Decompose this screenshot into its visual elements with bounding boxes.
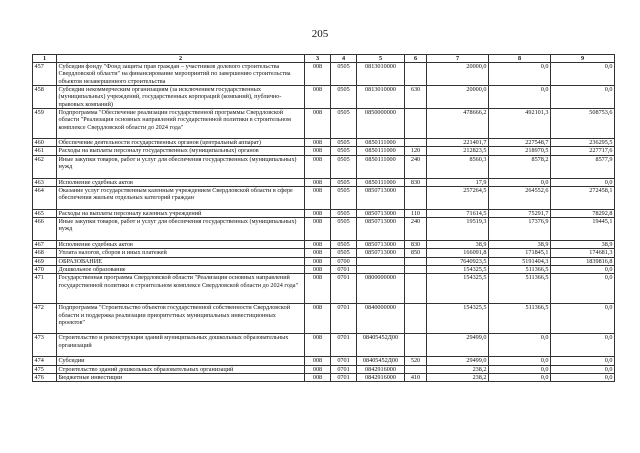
row-number-cell: 468 xyxy=(33,249,57,257)
ministry-code-cell: 008 xyxy=(305,86,331,109)
amount-year1-cell: 166091,8 xyxy=(427,249,489,257)
amount-year3-cell: 0,0 xyxy=(551,178,615,186)
target-article-cell: 0813010000 xyxy=(357,63,405,86)
section-code-cell: 0505 xyxy=(331,209,357,217)
amount-year2-cell: 0,0 xyxy=(489,334,551,357)
target-article-cell: 0850111000 xyxy=(357,155,405,178)
table-row xyxy=(33,186,615,209)
target-article-cell: 0840000000 xyxy=(357,304,405,334)
expense-type-cell: 850 xyxy=(405,249,427,257)
amount-year1-cell: 7640923,5 xyxy=(427,257,489,265)
item-name-cell: ОБРАЗОВАНИЕ xyxy=(57,257,305,265)
item-name-cell: Подпрограмма "Обеспечение реализации государственной программы Свердловской области "Реализация основных направлений государственной политики в строительном комплексе Свердловской области до 2024 года" xyxy=(57,109,305,139)
header-row xyxy=(33,55,615,63)
item-name-cell: Строительство и реконструкция зданий муниципальных дошкольных образовательных организаций xyxy=(57,334,305,357)
amount-year1-cell: 154325,5 xyxy=(427,304,489,334)
amount-year2-cell: 227548,7 xyxy=(489,139,551,147)
target-article-cell: 0842916000 xyxy=(357,365,405,373)
amount-year1-cell: 478666,2 xyxy=(427,109,489,139)
amount-year2-cell: 511366,5 xyxy=(489,266,551,274)
section-code-cell: 0505 xyxy=(331,186,357,209)
table-row xyxy=(33,249,615,257)
item-name-cell: Исполнение судебных актов xyxy=(57,178,305,186)
section-code-cell: 0505 xyxy=(331,63,357,86)
item-name-cell: Расходы на выплаты персоналу казенных учреждений xyxy=(57,209,305,217)
section-code-cell: 0701 xyxy=(331,274,357,304)
amount-year2-cell: 17376,9 xyxy=(489,218,551,241)
table-row xyxy=(33,257,615,265)
ministry-code-cell: 008 xyxy=(305,365,331,373)
item-name-cell: Субсидия фонду "Фонд защиты прав граждан – участников долевого строительства Свердловской области" на финансирование мероприятий по завершению строительства объектов незавершенного строительства xyxy=(57,63,305,86)
expense-type-cell xyxy=(405,186,427,209)
target-article-cell: 0813010000 xyxy=(357,86,405,109)
target-article-cell: 0850111000 xyxy=(357,178,405,186)
expense-type-cell xyxy=(405,257,427,265)
row-number-cell: 464 xyxy=(33,186,57,209)
row-number-cell: 465 xyxy=(33,209,57,217)
amount-year3-cell: 38,9 xyxy=(551,241,615,249)
section-code-cell: 0505 xyxy=(331,249,357,257)
amount-year1-cell: 154325,5 xyxy=(427,266,489,274)
amount-year3-cell: 0,0 xyxy=(551,63,615,86)
amount-year2-cell: 0,0 xyxy=(489,178,551,186)
header-cell: 8 xyxy=(489,55,551,63)
item-name-cell: Субсидии xyxy=(57,357,305,365)
table-row xyxy=(33,357,615,365)
target-article-cell: 0850111000 xyxy=(357,139,405,147)
target-article-cell: 0842916000 xyxy=(357,373,405,381)
expense-type-cell xyxy=(405,109,427,139)
section-code-cell: 0701 xyxy=(331,357,357,365)
amount-year3-cell: 272458,1 xyxy=(551,186,615,209)
amount-year3-cell: 174681,3 xyxy=(551,249,615,257)
amount-year1-cell: 29499,0 xyxy=(427,334,489,357)
ministry-code-cell: 008 xyxy=(305,304,331,334)
item-name-cell: Государственная программа Свердловской области "Реализация основных направлений государственной политики в строительном комплексе Свердловской области до 2024 года" xyxy=(57,274,305,304)
target-article-cell xyxy=(357,266,405,274)
table-row xyxy=(33,109,615,139)
expense-type-cell xyxy=(405,365,427,373)
amount-year2-cell: 264552,6 xyxy=(489,186,551,209)
table-row xyxy=(33,373,615,381)
item-name-cell: Строительство зданий дошкольных образовательных организаций xyxy=(57,365,305,373)
expense-type-cell xyxy=(405,304,427,334)
target-article-cell: 0850713000 xyxy=(357,249,405,257)
expense-type-cell xyxy=(405,334,427,357)
amount-year1-cell: 221401,7 xyxy=(427,139,489,147)
expense-type-cell xyxy=(405,266,427,274)
item-name-cell: Иные закупки товаров, работ и услуг для обеспечения государственных (муниципальных) нужд xyxy=(57,155,305,178)
expense-type-cell xyxy=(405,274,427,304)
amount-year2-cell: 492101,3 xyxy=(489,109,551,139)
amount-year2-cell: 0,0 xyxy=(489,373,551,381)
table-row xyxy=(33,178,615,186)
amount-year3-cell: 0,0 xyxy=(551,266,615,274)
row-number-cell: 459 xyxy=(33,109,57,139)
table-row xyxy=(33,86,615,109)
amount-year3-cell: 8577,9 xyxy=(551,155,615,178)
section-code-cell: 0701 xyxy=(331,334,357,357)
amount-year3-cell: 0,0 xyxy=(551,334,615,357)
expense-type-cell: 240 xyxy=(405,155,427,178)
amount-year1-cell: 238,2 xyxy=(427,365,489,373)
amount-year3-cell: 227717,6 xyxy=(551,147,615,155)
table-row xyxy=(33,334,615,357)
amount-year1-cell: 20000,0 xyxy=(427,63,489,86)
row-number-cell: 469 xyxy=(33,257,57,265)
row-number-cell: 460 xyxy=(33,139,57,147)
amount-year2-cell: 0,0 xyxy=(489,86,551,109)
amount-year2-cell: 75291,7 xyxy=(489,209,551,217)
amount-year3-cell: 0,0 xyxy=(551,304,615,334)
header-cell: 3 xyxy=(305,55,331,63)
expense-type-cell xyxy=(405,63,427,86)
table-row xyxy=(33,147,615,155)
target-article-cell: 0850713000 xyxy=(357,218,405,241)
ministry-code-cell: 008 xyxy=(305,249,331,257)
row-number-cell: 457 xyxy=(33,63,57,86)
amount-year2-cell: 511366,5 xyxy=(489,274,551,304)
item-name-cell: Обеспечение деятельности государственных органов (центральный аппарат) xyxy=(57,139,305,147)
ministry-code-cell: 008 xyxy=(305,209,331,217)
section-code-cell: 0701 xyxy=(331,266,357,274)
table-row xyxy=(33,304,615,334)
section-code-cell: 0700 xyxy=(331,257,357,265)
amount-year2-cell: 8578,2 xyxy=(489,155,551,178)
row-number-cell: 462 xyxy=(33,155,57,178)
row-number-cell: 471 xyxy=(33,274,57,304)
amount-year2-cell: 5191404,3 xyxy=(489,257,551,265)
target-article-cell: 0850000000 xyxy=(357,109,405,139)
ministry-code-cell: 008 xyxy=(305,186,331,209)
target-article-cell: 08405452Д00 xyxy=(357,357,405,365)
amount-year1-cell: 29499,0 xyxy=(427,357,489,365)
amount-year3-cell: 508753,6 xyxy=(551,109,615,139)
row-number-cell: 458 xyxy=(33,86,57,109)
item-name-cell: Бюджетные инвестиции xyxy=(57,373,305,381)
table-row xyxy=(33,365,615,373)
expense-type-cell: 120 xyxy=(405,147,427,155)
page-number: 205 xyxy=(311,28,329,40)
target-article-cell xyxy=(357,257,405,265)
amount-year2-cell: 38,9 xyxy=(489,241,551,249)
section-code-cell: 0505 xyxy=(331,86,357,109)
ministry-code-cell: 008 xyxy=(305,139,331,147)
amount-year2-cell: 0,0 xyxy=(489,357,551,365)
row-number-cell: 472 xyxy=(33,304,57,334)
expense-type-cell: 520 xyxy=(405,357,427,365)
table-row xyxy=(33,241,615,249)
amount-year2-cell: 218970,5 xyxy=(489,147,551,155)
expense-type-cell: 240 xyxy=(405,218,427,241)
item-name-cell: Исполнение судебных актов xyxy=(57,241,305,249)
ministry-code-cell: 008 xyxy=(305,155,331,178)
table-row xyxy=(33,139,615,147)
header-cell: 2 xyxy=(57,55,305,63)
ministry-code-cell: 008 xyxy=(305,147,331,155)
row-number-cell: 466 xyxy=(33,218,57,241)
amount-year3-cell: 19445,1 xyxy=(551,218,615,241)
section-code-cell: 0505 xyxy=(331,241,357,249)
section-code-cell: 0701 xyxy=(331,365,357,373)
amount-year1-cell: 71614,5 xyxy=(427,209,489,217)
table-row xyxy=(33,209,615,217)
amount-year2-cell: 0,0 xyxy=(489,365,551,373)
header-cell: 7 xyxy=(427,55,489,63)
ministry-code-cell: 008 xyxy=(305,63,331,86)
table-body xyxy=(33,63,615,382)
expense-type-cell: 110 xyxy=(405,209,427,217)
item-name-cell: Дошкольное образование xyxy=(57,266,305,274)
amount-year1-cell: 212823,5 xyxy=(427,147,489,155)
budget-table xyxy=(32,54,615,382)
item-name-cell: Уплата налогов, сборов и иных платежей xyxy=(57,249,305,257)
section-code-cell: 0505 xyxy=(331,109,357,139)
expense-type-cell xyxy=(405,139,427,147)
row-number-cell: 476 xyxy=(33,373,57,381)
row-number-cell: 473 xyxy=(33,334,57,357)
item-name-cell: Оказание услуг государственным казенным учреждением Свердловской области в сфере обеспечения жильем отдельных категорий граждан xyxy=(57,186,305,209)
table-row xyxy=(33,63,615,86)
header-cell: 6 xyxy=(405,55,427,63)
ministry-code-cell: 008 xyxy=(305,274,331,304)
section-code-cell: 0701 xyxy=(331,373,357,381)
ministry-code-cell: 008 xyxy=(305,334,331,357)
item-name-cell: Подпрограмма "Строительство объектов государственной собственности Свердловской области и поддержка реализации приоритетных муниципальных инвестиционных проектов" xyxy=(57,304,305,334)
header-cell: 1 xyxy=(33,55,57,63)
amount-year3-cell: 0,0 xyxy=(551,274,615,304)
header-cell: 5 xyxy=(357,55,405,63)
section-code-cell: 0505 xyxy=(331,147,357,155)
section-code-cell: 0505 xyxy=(331,155,357,178)
amount-year1-cell: 154325,5 xyxy=(427,274,489,304)
expense-type-cell: 830 xyxy=(405,178,427,186)
row-number-cell: 463 xyxy=(33,178,57,186)
target-article-cell: 0850713000 xyxy=(357,241,405,249)
expense-type-cell: 410 xyxy=(405,373,427,381)
header-cell: 4 xyxy=(331,55,357,63)
amount-year1-cell: 257264,5 xyxy=(427,186,489,209)
table-row xyxy=(33,218,615,241)
section-code-cell: 0701 xyxy=(331,304,357,334)
amount-year3-cell: 1839816,8 xyxy=(551,257,615,265)
expense-type-cell: 830 xyxy=(405,241,427,249)
ministry-code-cell: 008 xyxy=(305,357,331,365)
target-article-cell: 0850111000 xyxy=(357,147,405,155)
amount-year1-cell: 238,2 xyxy=(427,373,489,381)
expense-type-cell: 630 xyxy=(405,86,427,109)
amount-year3-cell: 0,0 xyxy=(551,373,615,381)
target-article-cell: 08405452Д00 xyxy=(357,334,405,357)
ministry-code-cell: 008 xyxy=(305,218,331,241)
amount-year1-cell: 19519,3 xyxy=(427,218,489,241)
section-code-cell: 0505 xyxy=(331,139,357,147)
target-article-cell: 0800000000 xyxy=(357,274,405,304)
ministry-code-cell: 008 xyxy=(305,257,331,265)
amount-year1-cell: 38,9 xyxy=(427,241,489,249)
amount-year3-cell: 78292,8 xyxy=(551,209,615,217)
table-row xyxy=(33,266,615,274)
ministry-code-cell: 008 xyxy=(305,266,331,274)
section-code-cell: 0505 xyxy=(331,178,357,186)
table-row xyxy=(33,274,615,304)
item-name-cell: Расходы на выплаты персоналу государственных (муниципальных) органов xyxy=(57,147,305,155)
amount-year2-cell: 0,0 xyxy=(489,63,551,86)
section-code-cell: 0505 xyxy=(331,218,357,241)
item-name-cell: Иные закупки товаров, работ и услуг для обеспечения государственных (муниципальных) нужд xyxy=(57,218,305,241)
amount-year1-cell: 8560,3 xyxy=(427,155,489,178)
row-number-cell: 475 xyxy=(33,365,57,373)
header-cell: 9 xyxy=(551,55,615,63)
amount-year2-cell: 511366,5 xyxy=(489,304,551,334)
target-article-cell: 0850713000 xyxy=(357,209,405,217)
row-number-cell: 474 xyxy=(33,357,57,365)
row-number-cell: 461 xyxy=(33,147,57,155)
ministry-code-cell: 008 xyxy=(305,109,331,139)
target-article-cell: 0850713000 xyxy=(357,186,405,209)
amount-year3-cell: 0,0 xyxy=(551,365,615,373)
amount-year3-cell: 0,0 xyxy=(551,357,615,365)
ministry-code-cell: 008 xyxy=(305,241,331,249)
amount-year3-cell: 0,0 xyxy=(551,86,615,109)
ministry-code-cell: 008 xyxy=(305,373,331,381)
row-number-cell: 467 xyxy=(33,241,57,249)
table-row xyxy=(33,155,615,178)
row-number-cell: 470 xyxy=(33,266,57,274)
amount-year1-cell: 20000,0 xyxy=(427,86,489,109)
item-name-cell: Субсидии некоммерческим организациям (за исключением государственных (муниципальных) учреждений, государственных корпораций (компаний), публично-правовых компаний) xyxy=(57,86,305,109)
ministry-code-cell: 008 xyxy=(305,178,331,186)
amount-year3-cell: 236295,5 xyxy=(551,139,615,147)
amount-year2-cell: 171845,1 xyxy=(489,249,551,257)
amount-year1-cell: 17,9 xyxy=(427,178,489,186)
